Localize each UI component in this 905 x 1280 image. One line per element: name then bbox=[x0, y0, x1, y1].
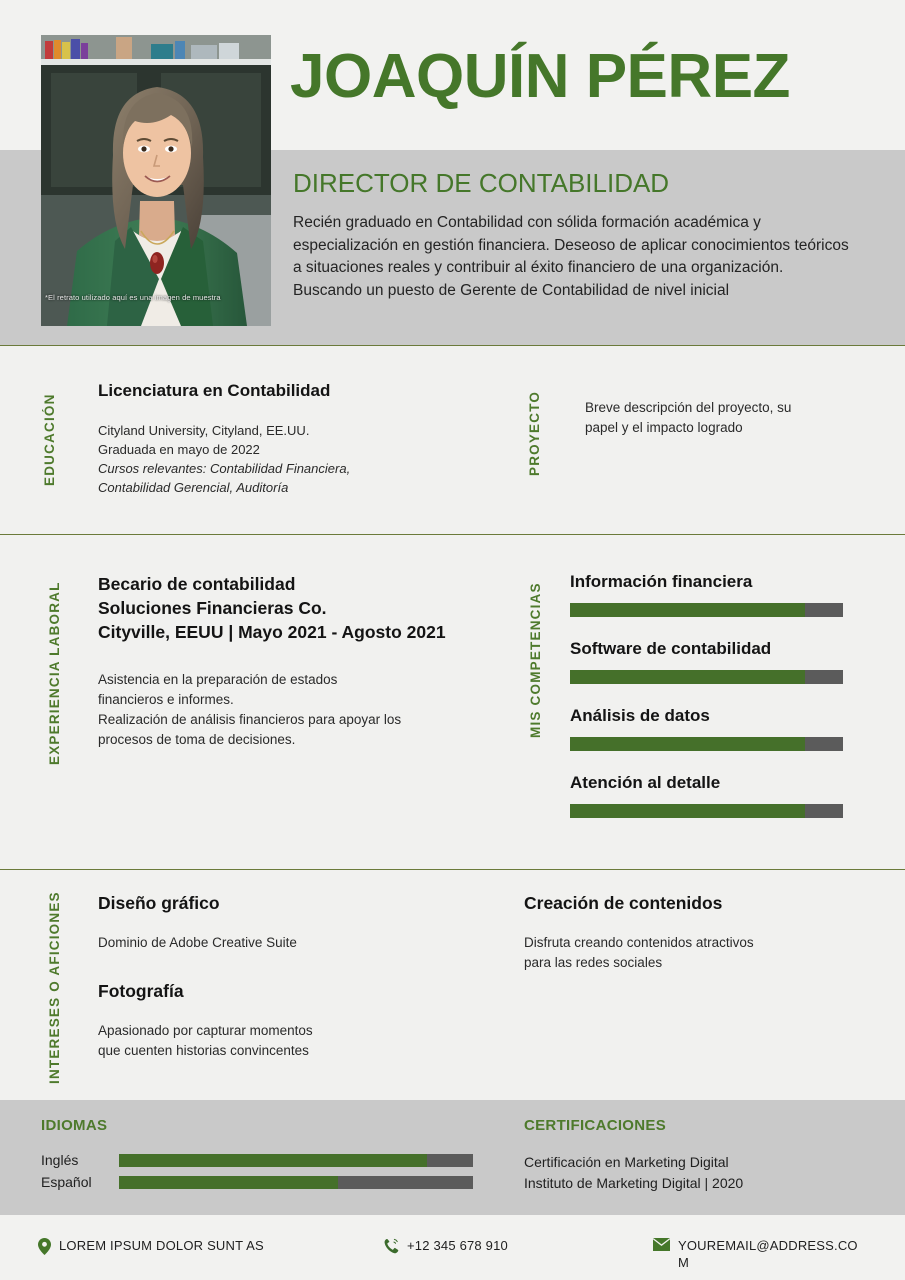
photo-disclaimer-caption: *El retrato utilizado aquí es una imagen de muestra bbox=[45, 293, 221, 302]
language-name: Español bbox=[41, 1174, 92, 1190]
interest-item bbox=[98, 893, 458, 953]
project-block bbox=[585, 398, 875, 438]
experience-block bbox=[98, 572, 498, 750]
skill-bar-track bbox=[570, 737, 843, 751]
skill-bar-track bbox=[570, 804, 843, 818]
interest-body-line1: Apasionado por capturar momentos bbox=[98, 1023, 313, 1038]
section-label-intereses: INTERESES O AFICIONES bbox=[47, 891, 62, 1084]
languages-block bbox=[41, 1117, 107, 1134]
job-title: DIRECTOR DE CONTABILIDAD bbox=[293, 168, 670, 198]
contact-address-text: LOREM IPSUM DOLOR SUNT AS bbox=[59, 1238, 264, 1253]
skill-item bbox=[570, 639, 843, 684]
experience-bullet1-line2: financieros e informes. bbox=[98, 692, 234, 707]
certification-line1: Certificación en Marketing Digital bbox=[524, 1154, 729, 1170]
skill-bar-fill bbox=[570, 737, 805, 751]
project-description-line1: Breve descripción del proyecto, su bbox=[585, 400, 792, 415]
interest-body-line1: Dominio de Adobe Creative Suite bbox=[98, 935, 297, 950]
interest-body-line2: que cuenten historias convincentes bbox=[98, 1043, 309, 1058]
interest-title: Creación de contenidos bbox=[524, 893, 723, 913]
skill-label: Análisis de datos bbox=[570, 706, 710, 725]
profile-photo-image bbox=[41, 35, 271, 326]
language-bar-fill bbox=[119, 1176, 338, 1189]
contact-address[interactable] bbox=[38, 1237, 264, 1260]
language-name: Inglés bbox=[41, 1152, 79, 1168]
contact-phone[interactable] bbox=[383, 1237, 508, 1260]
language-bar-track bbox=[119, 1176, 473, 1189]
skill-bar-fill bbox=[570, 603, 805, 617]
education-courses-line1: Cursos relevantes: Contabilidad Financiera, bbox=[98, 461, 351, 476]
section-label-educacion: EDUCACIÓN bbox=[42, 393, 57, 486]
section-label-experiencia: EXPERIENCIA LABORAL bbox=[47, 581, 62, 765]
skill-item bbox=[570, 706, 843, 751]
education-courses-line2: Contabilidad Gerencial, Auditoría bbox=[98, 480, 289, 495]
divider-interests bbox=[0, 869, 905, 870]
interest-title: Fotografía bbox=[98, 981, 184, 1001]
skill-label: Software de contabilidad bbox=[570, 639, 772, 658]
experience-location-dates: Cityville, EEUU | Mayo 2021 - Agosto 2021 bbox=[98, 622, 446, 642]
contact-email[interactable] bbox=[653, 1237, 868, 1271]
certifications-heading: CERTIFICACIONES bbox=[524, 1117, 667, 1134]
location-pin-icon bbox=[38, 1238, 51, 1260]
skill-bar-fill bbox=[570, 804, 805, 818]
language-row bbox=[41, 1150, 481, 1170]
interest-item bbox=[98, 981, 458, 1061]
education-block bbox=[98, 381, 478, 497]
skill-bar-track bbox=[570, 670, 843, 684]
languages-heading: IDIOMAS bbox=[41, 1117, 108, 1134]
interest-body-line2: para las redes sociales bbox=[524, 955, 663, 970]
contact-phone-text: +12 345 678 910 bbox=[407, 1238, 508, 1253]
experience-company: Soluciones Financieras Co. bbox=[98, 598, 327, 618]
language-row bbox=[41, 1172, 481, 1192]
candidate-name: JOAQUÍN PÉREZ bbox=[290, 42, 790, 111]
project-description-line2: papel y el impacto logrado bbox=[585, 420, 743, 435]
skills-block bbox=[570, 572, 843, 818]
education-degree: Licenciatura en Contabilidad bbox=[98, 381, 331, 400]
divider-experience bbox=[0, 534, 905, 535]
skill-item bbox=[570, 572, 843, 617]
interest-title: Diseño gráfico bbox=[98, 893, 220, 913]
language-bar-track bbox=[119, 1154, 473, 1167]
section-label-proyecto: PROYECTO bbox=[527, 390, 542, 476]
skill-label: Atención al detalle bbox=[570, 773, 721, 792]
skill-bar-track bbox=[570, 603, 843, 617]
experience-bullet2-line2: procesos de toma de decisiones. bbox=[98, 732, 296, 747]
section-label-competencias: MIS COMPETENCIAS bbox=[528, 582, 543, 738]
language-bar-fill bbox=[119, 1154, 427, 1167]
education-graduation: Graduada en mayo de 2022 bbox=[98, 442, 260, 457]
phone-icon bbox=[383, 1238, 399, 1260]
certifications-block bbox=[524, 1117, 743, 1194]
interest-body-line1: Disfruta creando contenidos atractivos bbox=[524, 935, 754, 950]
interest-item bbox=[524, 893, 864, 973]
skill-item bbox=[570, 773, 843, 818]
skill-label: Información financiera bbox=[570, 572, 753, 591]
profile-summary: Recién graduado en Contabilidad con sólida formación académica y especialización en gestión financiera. Deseoso de aplicar conocimientos teóricos a situaciones reales y contribuir al éxito financiero de una organización. Buscando un puesto de Gerente de Contabilidad de nivel inicial bbox=[293, 214, 849, 299]
profile-photo bbox=[41, 35, 271, 326]
education-school: Cityland University, Cityland, EE.UU. bbox=[98, 423, 310, 438]
skill-bar-fill bbox=[570, 670, 805, 684]
experience-bullet1-line1: Asistencia en la preparación de estados bbox=[98, 672, 338, 687]
certification-line2: Instituto de Marketing Digital | 2020 bbox=[524, 1175, 744, 1191]
contact-email-text: YOUREMAIL@ADDRESS.COM bbox=[678, 1238, 858, 1270]
divider-education bbox=[0, 345, 905, 346]
experience-role: Becario de contabilidad bbox=[98, 574, 296, 594]
envelope-icon bbox=[653, 1238, 670, 1256]
experience-bullet2-line1: Realización de análisis financieros para apoyar los bbox=[98, 712, 402, 727]
languages-list bbox=[41, 1150, 481, 1192]
